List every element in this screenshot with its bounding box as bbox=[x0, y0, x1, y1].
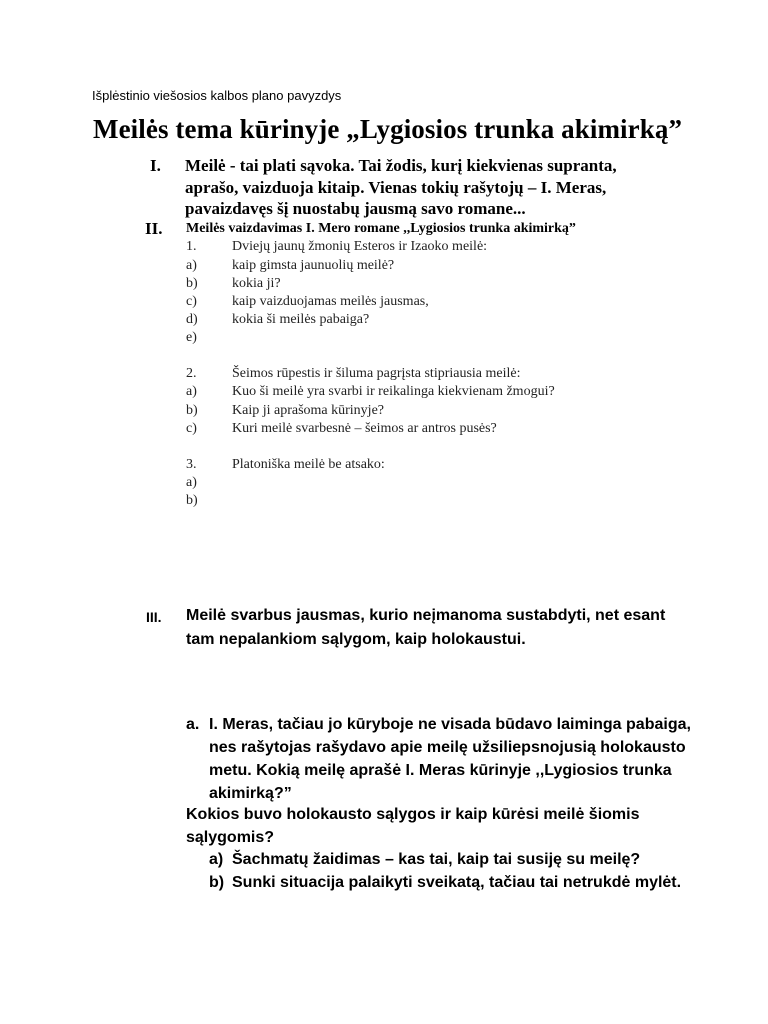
item-label: d) bbox=[186, 312, 198, 327]
group-text: Šeimos rūpestis ir šiluma pagrįsta stipriausia meilė: bbox=[232, 366, 521, 381]
section-numeral-1: I. bbox=[150, 156, 161, 175]
question-line: Kokios buvo holokausto sąlygos ir kaip kūrėsi meilė šiomis bbox=[186, 806, 640, 823]
group-text: Platoniška meilė be atsako: bbox=[232, 457, 385, 472]
question-line: sąlygomis? bbox=[186, 829, 275, 846]
final-item-label: b) bbox=[209, 874, 225, 891]
item-label: b) bbox=[186, 276, 198, 291]
final-item-text: Šachmatų žaidimas – kas tai, kaip tai susiję su meilę? bbox=[232, 851, 641, 868]
group-text: Dviejų jaunų žmonių Esteros ir Izaoko meilė: bbox=[232, 239, 488, 254]
group-number: 1. bbox=[186, 239, 197, 254]
section3-line: tam nepalankiom sąlygom, kaip holokaustui. bbox=[186, 631, 526, 648]
item-label: e) bbox=[186, 330, 197, 345]
section3-line: Meilė svarbus jausmas, kurio neįmanoma sustabdyti, net esant bbox=[186, 607, 666, 624]
section-numeral-2: II. bbox=[145, 219, 163, 238]
subsection-line: I. Meras, tačiau jo kūryboje ne visada būdavo laiminga pabaiga, bbox=[209, 716, 691, 733]
section1-line: pavaizdavęs šį nuostabų jausmą savo romane... bbox=[185, 199, 526, 218]
final-item-label: a) bbox=[209, 851, 224, 868]
item-text: Kuo ši meilė yra svarbi ir reikalinga kiekvienam žmogui? bbox=[232, 384, 555, 399]
item-label: a) bbox=[186, 475, 197, 490]
item-text: kokia ši meilės pabaiga? bbox=[232, 312, 370, 327]
subsection-line: akimirką?” bbox=[209, 785, 292, 802]
section-numeral-3: III. bbox=[146, 609, 162, 625]
item-label: a) bbox=[186, 384, 197, 399]
item-label: a) bbox=[186, 258, 197, 273]
item-label: c) bbox=[186, 421, 197, 436]
section2-heading: Meilės vaizdavimas I. Mero romane ,,Lygiosios trunka akimirką” bbox=[186, 221, 576, 236]
item-text: kaip gimsta jaunuolių meilė? bbox=[232, 258, 395, 273]
subsection-line: nes rašytojas rašydavo apie meilę užsiliepsnojusią holokausto bbox=[209, 739, 686, 756]
final-item-text: Sunki situacija palaikyti sveikatą, tačiau tai netrukdė mylėt. bbox=[232, 874, 682, 891]
group-number: 3. bbox=[186, 457, 197, 472]
item-text: kokia ji? bbox=[232, 276, 281, 291]
item-label: c) bbox=[186, 294, 197, 309]
subsection-label: a. bbox=[186, 716, 200, 733]
item-text: Kuri meilė svarbesnė – šeimos ar antros pusės? bbox=[232, 421, 497, 436]
header-note: Išplėstinio viešosios kalbos plano pavyzdys bbox=[92, 88, 342, 103]
item-label: b) bbox=[186, 493, 198, 508]
page-title: Meilės tema kūrinyje „Lygiosios trunka akimirką” bbox=[93, 114, 683, 144]
item-label: b) bbox=[186, 403, 198, 418]
group-number: 2. bbox=[186, 366, 197, 381]
section1-line: aprašo, vaizduoja kitaip. Vienas tokių rašytojų – I. Meras, bbox=[185, 178, 607, 197]
subsection-line: metu. Kokią meilę aprašė I. Meras kūrinyje ,,Lygiosios trunka bbox=[209, 762, 672, 779]
item-text: kaip vaizduojamas meilės jausmas, bbox=[232, 294, 429, 309]
section1-line: Meilė - tai plati sąvoka. Tai žodis, kurį kiekvienas supranta, bbox=[185, 156, 617, 175]
item-text: Kaip ji aprašoma kūrinyje? bbox=[232, 403, 385, 418]
